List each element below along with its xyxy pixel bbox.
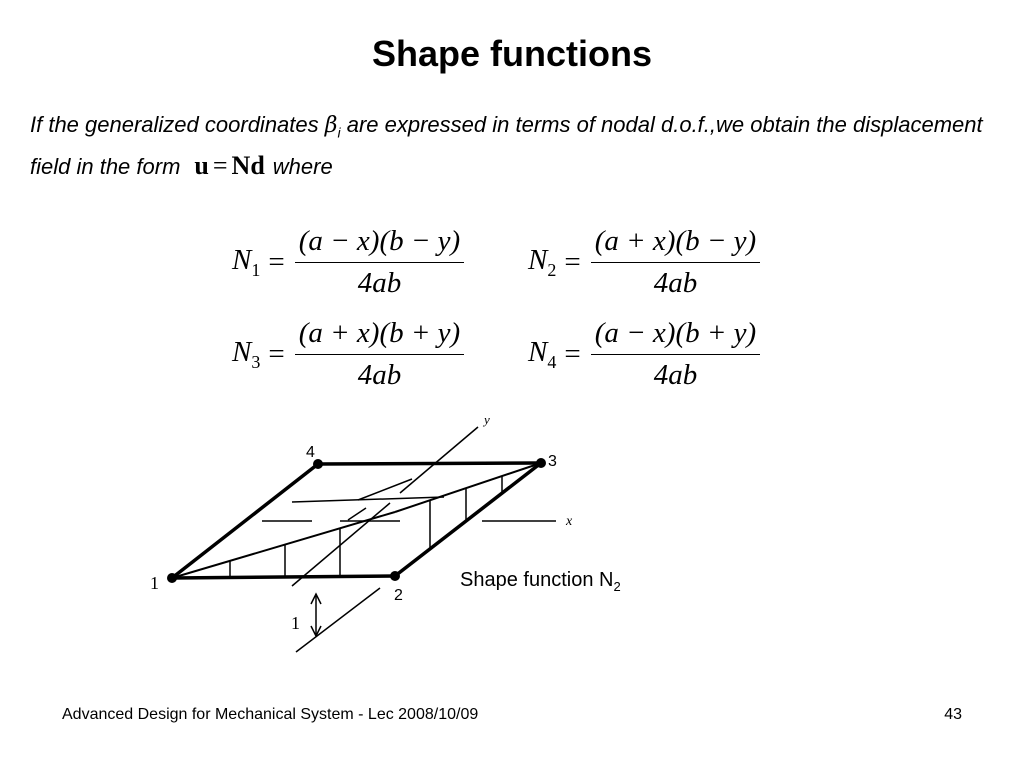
caption-subscript: 2 [613, 579, 621, 594]
edge-3-4 [318, 463, 541, 464]
equation-operator: = [212, 151, 228, 181]
formula-index: 2 [547, 259, 557, 280]
x-axis-label: x [566, 514, 573, 529]
guide-line [292, 497, 444, 502]
formula-equals: = [268, 246, 285, 278]
guide-line [348, 508, 366, 520]
formula-symbol: N [528, 244, 548, 277]
node-label-2: 2 [394, 587, 403, 604]
node-label-3: 3 [548, 453, 557, 470]
beta-symbol: β [324, 113, 338, 138]
formula-denominator: 4ab [653, 359, 698, 391]
surface-edge-1-2 [172, 512, 395, 578]
formula-symbol: N [232, 244, 252, 277]
beta-subscript: i [337, 124, 341, 141]
intro-part-2: are expressed in terms of nodal d.o.f.,we obtain the displacement field in the form [30, 112, 983, 180]
node-2 [390, 571, 400, 581]
slide-title: Shape functions [371, 33, 653, 74]
node-label-4: 4 [306, 444, 315, 461]
formula-denominator: 4ab [653, 267, 698, 299]
formula-equals: = [564, 246, 581, 278]
diagram-caption [460, 569, 621, 594]
formula-numerator: (a − x)(b + y) [594, 317, 757, 349]
footer-text: Advanced Design for Mechanical System - Lec 2008/10/09 [62, 706, 479, 723]
formula-denominator: 4ab [357, 359, 402, 391]
formula-symbol: N [528, 336, 548, 369]
equation-rhs: Nd [231, 151, 265, 181]
construction-line [296, 588, 380, 652]
surface-edge-2-3 [395, 463, 541, 512]
edge-2-3 [395, 463, 541, 576]
caption-text: Shape function N [460, 569, 614, 591]
intro-part-3: where [272, 154, 333, 180]
y-axis-lower [292, 503, 390, 586]
node-label-1: 1 [150, 573, 159, 593]
page-number: 43 [944, 706, 962, 723]
formula-equals: = [564, 338, 581, 370]
node-3 [536, 458, 546, 468]
formula-numerator: (a + x)(b + y) [298, 317, 461, 349]
edge-1-2 [172, 576, 395, 578]
formula-index: 3 [251, 351, 261, 372]
formula-numerator: (a − x)(b − y) [298, 225, 461, 257]
formula-equals: = [268, 338, 285, 370]
unit-height-label: 1 [291, 613, 300, 633]
formula-index: 1 [251, 259, 261, 280]
node-1 [167, 573, 177, 583]
formula-numerator: (a + x)(b − y) [594, 225, 757, 257]
formula-symbol: N [232, 336, 252, 369]
y-axis-label: y [484, 412, 490, 427]
intro-part-1: If the generalized coordinates [30, 112, 325, 137]
equation-lhs: u [194, 151, 209, 181]
formula-index: 4 [547, 351, 557, 372]
y-axis-upper [400, 427, 478, 493]
formula-denominator: 4ab [357, 267, 402, 299]
